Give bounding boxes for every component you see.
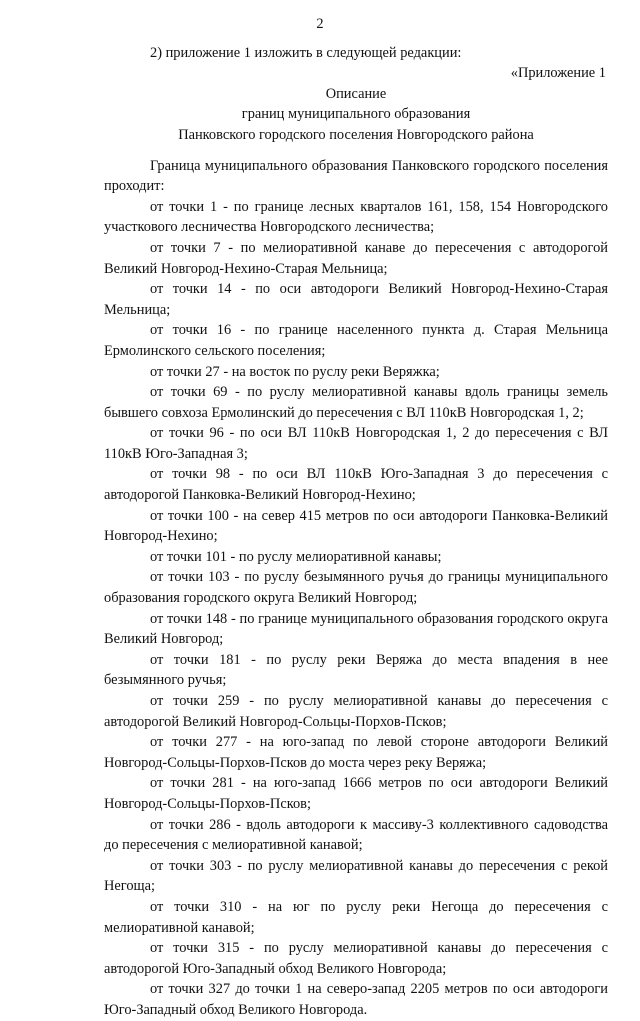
list-item: от точки 16 - по границе населенного пункта д. Старая Мельница Ермолинского сельского поселения; bbox=[104, 322, 608, 359]
list-item: от точки 103 - по руслу безымянного ручья до границы муниципального образования городского округа Великий Новгород; bbox=[104, 569, 608, 607]
list-item: от точки 181 - по руслу реки Веряжа до места впадения в нее безымянного ручья; bbox=[104, 651, 608, 689]
list-item: от точки 310 - на юг по руслу реки Негоща до пересечения с мелиоративной канавой; bbox=[104, 898, 608, 936]
lead-paragraph: Граница муниципального образования Панковского городского поселения проходит: bbox=[104, 157, 608, 195]
list-item: от точки 327 до точки 1 на северо-запад 2205 метров по оси автодороги Юго-Западный обход Великого Новгорода. bbox=[104, 981, 608, 1018]
title-line-2: границ муниципального образования bbox=[241, 106, 471, 123]
list-item: от точки 1 - по границе лесных кварталов 161, 158, 154 Новгородского участкового лесничества Новгородского лесничества; bbox=[104, 198, 608, 236]
list-item: от точки 148 - по границе муниципального образования городского округа Великий Новгород; bbox=[104, 610, 608, 648]
list-item: от точки 286 - вдоль автодороги к массиву-3 коллективного садоводства до пересечения с мелиоративной канавой; bbox=[104, 816, 608, 854]
boundary-points-list bbox=[104, 197, 608, 1021]
list-item: от точки 281 - на юго-запад 1666 метров по оси автодороги Великий Новгород-Сольцы-Порхов-Псков; bbox=[104, 775, 608, 812]
list-item: от точки 96 - по оси ВЛ 110кВ Новгородская 1, 2 до пересечения с ВЛ 110кВ Юго-Западная 3; bbox=[104, 425, 608, 462]
list-item: от точки 27 - на восток по руслу реки Веряжка; bbox=[150, 363, 440, 380]
list-item: от точки 101 - по руслу мелиоративной канавы; bbox=[150, 548, 442, 565]
title-line-3: Панковского городского поселения Новгородского района bbox=[178, 126, 534, 143]
list-item: от точки 303 - по руслу мелиоративной канавы до пересечения с рекой Негоща; bbox=[104, 857, 608, 895]
appendix-reference: «Приложение 1 bbox=[510, 65, 606, 82]
list-item: от точки 69 - по руслу мелиоративной канавы вдоль границы земель бывшего совхоза Ермолинский до пересечения с ВЛ 110кВ Новгородская 1, 2; bbox=[104, 384, 608, 421]
document-title bbox=[104, 84, 608, 146]
list-item: от точки 14 - по оси автодороги Великий Новгород-Нехино-Старая Мельница; bbox=[104, 281, 608, 318]
page-number: 2 bbox=[316, 16, 324, 32]
list-item: от точки 259 - по руслу мелиоративной канавы до пересечения с автодорогой Великий Новгород-Сольцы-Порхов-Псков; bbox=[104, 693, 608, 730]
list-item: от точки 7 - по мелиоративной канаве до пересечения с автодорогой Великий Новгород-Нехино-Старая Мельница; bbox=[104, 239, 608, 277]
list-item: от точки 98 - по оси ВЛ 110кВ Юго-Западная 3 до пересечения с автодорогой Панковка-Великий Новгород-Нехино; bbox=[104, 466, 608, 504]
intro-text: 2) приложение 1 изложить в следующей редакции: bbox=[150, 44, 462, 61]
list-item: от точки 277 - на юго-запад по левой стороне автодороги Великий Новгород-Сольцы-Порхов-Псков до моста через реку Веряжа; bbox=[104, 734, 608, 771]
title-line-1: Описание bbox=[325, 85, 387, 102]
list-item: от точки 100 - на север 415 метров по оси автодороги Панковка-Великий Новгород-Нехино; bbox=[104, 507, 608, 545]
list-item: от точки 315 - по руслу мелиоративной канавы до пересечения с автодорогой Юго-Западный обход Великого Новгорода; bbox=[104, 940, 608, 977]
